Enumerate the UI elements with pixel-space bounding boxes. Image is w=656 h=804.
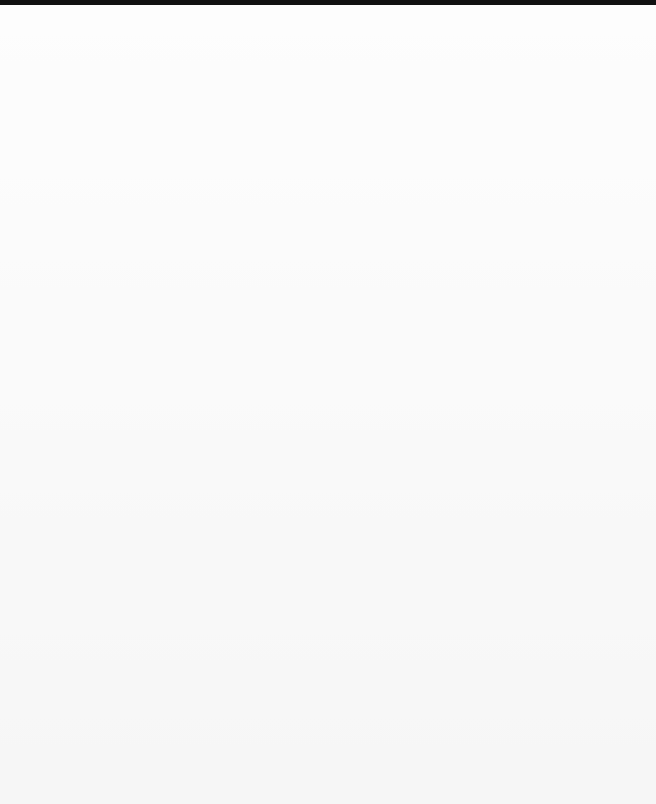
document-page [0, 5, 656, 804]
